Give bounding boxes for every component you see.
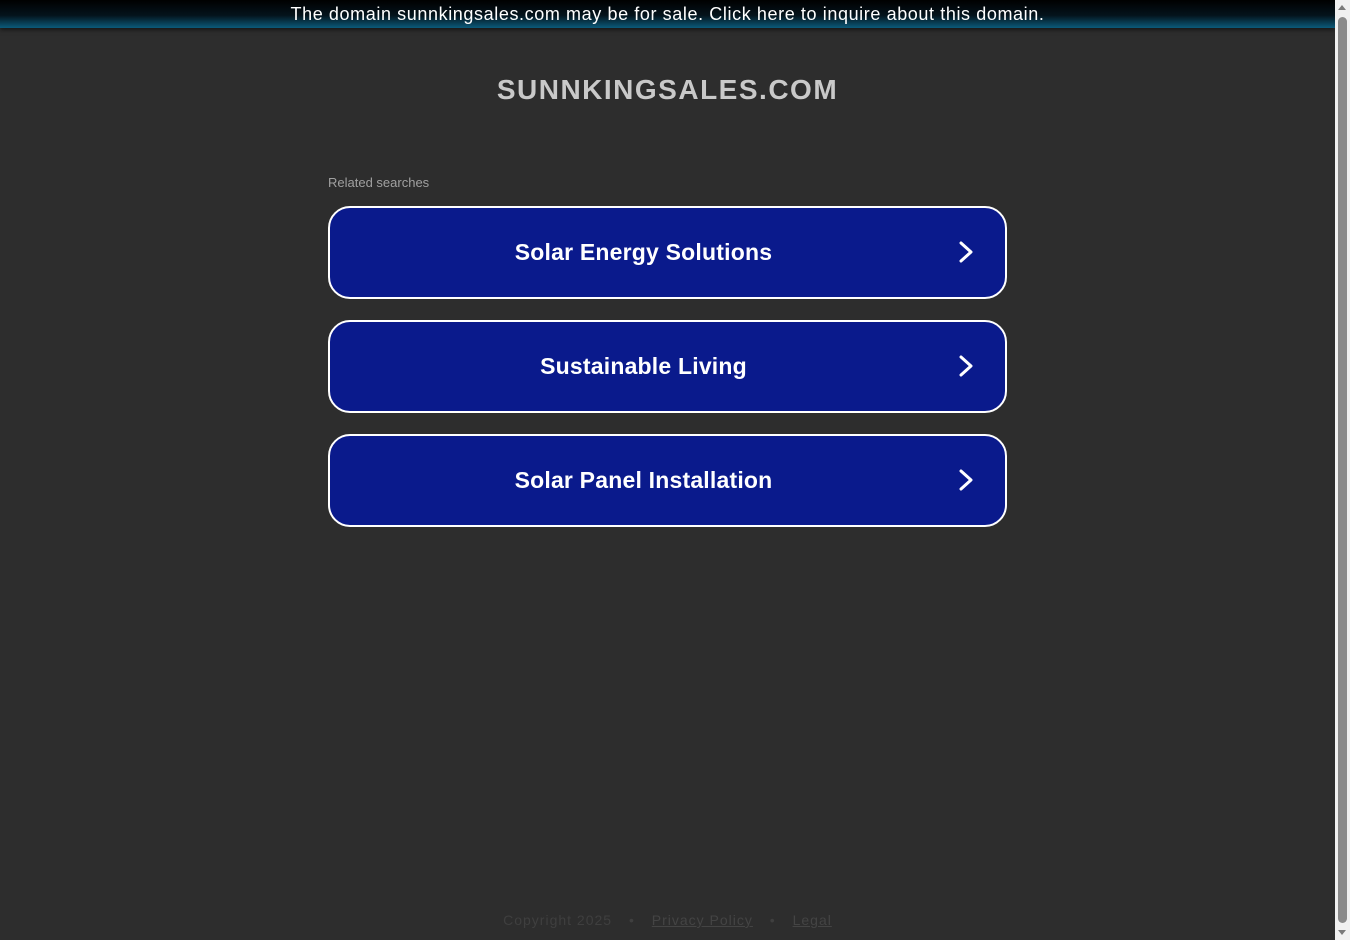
footer [0,912,1335,928]
scroll-down-arrow-icon[interactable] [1338,930,1346,935]
copyright-text: Copyright 2025 [503,912,613,928]
site-title: SUNNKINGSALES.COM [496,74,839,105]
related-searches-label: Related searches [328,175,430,190]
scroll-up-arrow-icon[interactable] [1338,5,1346,10]
footer-separator: • [769,912,776,928]
related-search-label: Solar Energy Solutions [514,239,773,265]
vertical-scrollbar[interactable] [1335,0,1350,940]
legal-link[interactable]: Legal [792,912,832,928]
privacy-policy-link[interactable]: Privacy Policy [651,912,753,928]
related-search-label: Solar Panel Installation [514,467,773,493]
scrollbar-thumb[interactable] [1338,17,1347,923]
domain-sale-banner[interactable]: The domain sunnkingsales.com may be for sale. Click here to inquire about this domain. [0,0,1335,28]
related-search-button-solar-energy-solutions[interactable] [328,206,1007,299]
footer-separator: • [628,912,635,928]
related-search-button-sustainable-living[interactable] [328,320,1007,413]
related-search-button-solar-panel-installation[interactable] [328,434,1007,527]
chevron-right-icon [955,354,977,378]
chevron-right-icon [955,240,977,264]
related-search-label: Sustainable Living [540,353,747,379]
chevron-right-icon [955,468,977,492]
